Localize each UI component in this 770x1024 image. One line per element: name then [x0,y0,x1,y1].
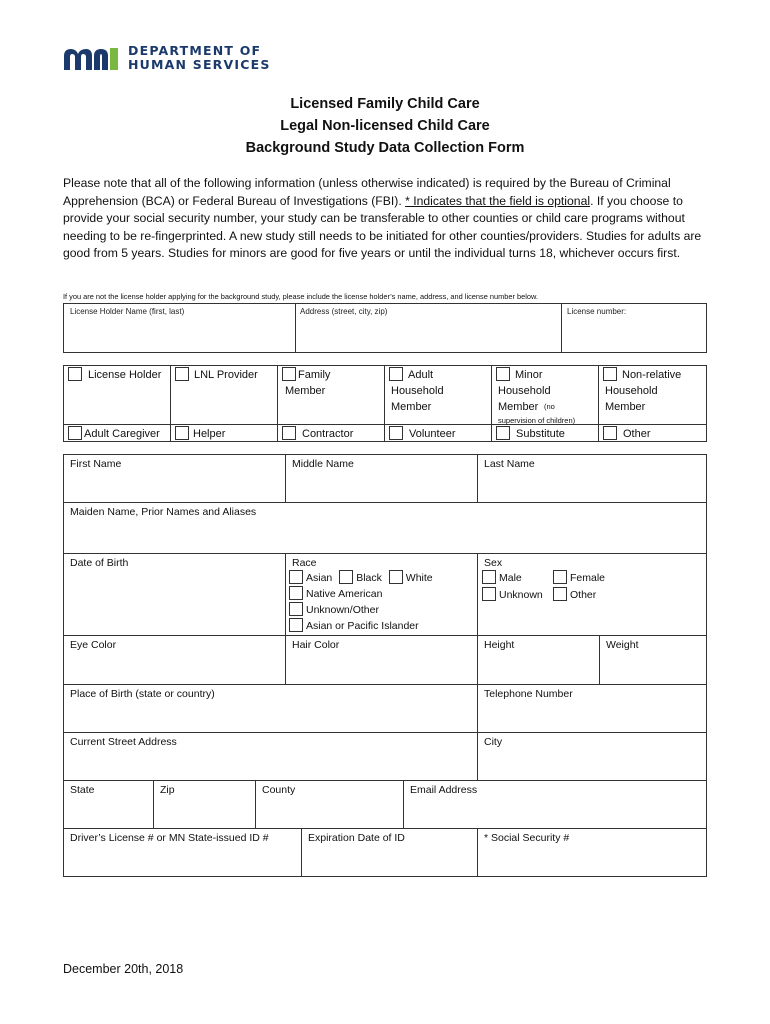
role-label: Adult Caregiver [84,428,160,440]
page-title: Background Study Data Collection Form [245,140,525,156]
intro-paragraph [63,175,713,263]
checkbox[interactable] [282,426,296,440]
state-label: State [70,784,95,796]
divider [170,365,171,442]
race-unknown-checkbox[interactable] [289,602,303,616]
drivers-license-label: Driver’s License # or MN State-issued ID # [70,832,269,844]
license-number-label: License number: [567,307,627,316]
race-api-label: Asian or Pacific Islander [306,620,419,632]
middle-name-field[interactable] [285,454,478,503]
logo-line2: HUMAN SERVICES [128,57,271,72]
sex-options-row2 [482,587,543,603]
divider [295,303,296,353]
first-name-field[interactable] [63,454,286,503]
dob-field[interactable] [63,553,286,636]
checkbox[interactable] [68,426,82,440]
race-options-row1 [289,570,433,586]
county-field[interactable] [255,780,404,829]
role-label: Other [623,428,651,440]
logo-line1: DEPARTMENT OF [128,43,262,58]
place-of-birth-field[interactable] [63,684,478,733]
zip-field[interactable] [153,780,256,829]
race-options-row3 [289,602,379,618]
divider [384,365,385,442]
title-line2: Legal Non-licensed Child Care [280,118,490,134]
role-label: Volunteer [409,428,456,440]
middle-name-label: Middle Name [292,458,354,470]
email-label: Email Address [410,784,478,796]
intro-part1: Please note that all of the following information (unless otherwise indicated) is required by the Bureau of Criminal Apprehension (BCA) or Federal Bureau of Investigations (FBI). [63,176,671,208]
divider [491,365,492,442]
race-native-checkbox[interactable] [289,586,303,600]
race-options-row2 [289,586,382,602]
license-holder-name-input[interactable] [70,318,290,350]
checkbox[interactable] [603,367,617,381]
checkbox[interactable] [603,426,617,440]
weight-label: Weight [606,639,639,651]
first-name-label: First Name [70,458,122,470]
sex-unknown-label: Unknown [499,589,543,601]
county-label: County [262,784,296,796]
mn-logo-icon [62,46,122,72]
maiden-name-field[interactable] [63,502,707,554]
footer-date: December 20th, 2018 [63,962,184,976]
role-label: Member [391,401,432,413]
role-label: License Holder [88,369,162,381]
drivers-license-field[interactable] [63,828,302,877]
sex-options-row1 [482,570,522,586]
sex-female-checkbox[interactable] [553,570,567,584]
divider [561,303,562,353]
role-label: Household [498,385,551,397]
eye-color-field[interactable] [63,635,286,685]
role-label: Non-relative [622,369,682,381]
city-field[interactable] [477,732,707,781]
intro-part2: . If you choose to provide your social security number, your study can be transferable to other counties or child care programs without needing to be re-fingerprinted. A new study still needs to be initiated for other counties/providers. Studies for adults are good from 5 years. Studies for minors are good for five years or until the individual turns 18, whichever occurs first. [63,193,702,261]
role-label: Member [605,401,646,413]
sex-other-option [553,587,596,603]
checkbox[interactable] [496,426,510,440]
sex-male-label: Male [499,572,522,584]
race-black-label: Black [356,572,382,584]
role-label: Household [605,385,658,397]
role-label: Substitute [516,428,565,440]
street-address-label: Current Street Address [70,736,177,748]
race-black-checkbox[interactable] [339,570,353,584]
checkbox[interactable] [175,367,189,381]
role-label: Member [498,401,539,413]
race-native-label: Native American [306,588,383,600]
sex-unknown-checkbox[interactable] [482,587,496,601]
expiration-date-field[interactable] [301,828,478,877]
ssn-label: * Social Security # [484,832,570,844]
race-api-checkbox[interactable] [289,618,303,632]
role-note: (no [544,402,555,411]
state-field[interactable] [63,780,154,829]
zip-label: Zip [160,784,175,796]
role-label: Contractor [302,428,354,440]
role-label: LNL Provider [194,369,258,381]
sex-male-checkbox[interactable] [482,570,496,584]
place-of-birth-label: Place of Birth (state or country) [70,688,215,700]
race-options-row4 [289,618,419,634]
sex-label: Sex [484,557,503,569]
weight-field[interactable] [599,635,707,685]
title-line1: Licensed Family Child Care [290,96,480,112]
email-field[interactable] [403,780,707,829]
telephone-field[interactable] [477,684,707,733]
license-address-label: Address (street, city, zip) [300,307,388,316]
role-label: Member [285,385,326,397]
intro-optional-note: * Indicates that the field is optional [405,193,591,208]
role-label: Minor [515,369,543,381]
role-label: Adult [408,369,434,381]
height-field[interactable] [477,635,600,685]
maiden-name-label: Maiden Name, Prior Names and Aliases [70,506,257,518]
license-address-input[interactable] [300,318,555,350]
race-asian-label: Asian [306,572,333,584]
sex-other-label: Other [570,589,597,601]
checkbox[interactable] [496,367,510,381]
expiration-date-label: Expiration Date of ID [308,832,405,844]
divider [277,365,278,442]
ssn-field[interactable] [477,828,707,877]
license-note: If you are not the license holder applying for the background study, please include the license holder’s name, address, and license number below. [63,292,538,301]
checkbox[interactable] [175,426,189,440]
checkbox[interactable] [389,426,403,440]
role-label: Household [391,385,444,397]
checkbox[interactable] [282,367,296,381]
checkbox[interactable] [68,367,82,381]
race-white-checkbox[interactable] [389,570,403,584]
last-name-field[interactable] [477,454,707,503]
role-label: Family [298,369,331,381]
sex-female-label: Female [570,572,606,584]
hair-color-label: Hair Color [292,639,340,651]
license-holder-name-label: License Holder Name (first, last) [70,307,185,316]
role-label: Helper [193,428,226,440]
last-name-label: Last Name [484,458,535,470]
sex-female-option [553,570,605,586]
race-white-label: White [405,572,433,584]
city-label: City [484,736,503,748]
checkbox[interactable] [389,367,403,381]
height-label: Height [484,639,515,651]
divider [598,365,599,442]
logo-text [128,44,271,72]
race-asian-checkbox[interactable] [289,570,303,584]
license-number-input[interactable] [567,318,703,350]
race-label: Race [292,557,317,569]
eye-color-label: Eye Color [70,639,117,651]
dob-label: Date of Birth [70,557,129,569]
street-address-field[interactable] [63,732,478,781]
hair-color-field[interactable] [285,635,478,685]
race-unknown-label: Unknown/Other [306,604,379,616]
role-note: supervision of children) [498,416,576,425]
telephone-label: Telephone Number [484,688,573,700]
sex-other-checkbox[interactable] [553,587,567,601]
divider [63,424,707,425]
